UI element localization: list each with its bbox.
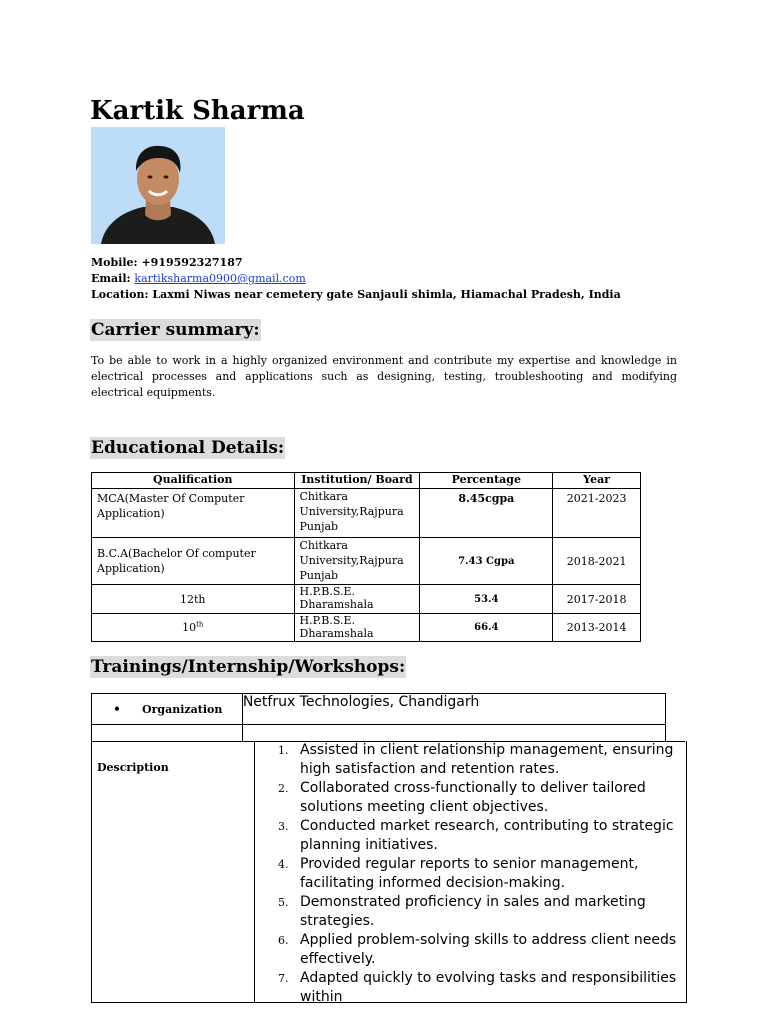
table-row: [92, 585, 641, 614]
profile-photo: [91, 127, 225, 244]
year-cell: 2017-2018: [553, 585, 641, 614]
education-table: [91, 472, 641, 642]
description-label: Description: [97, 761, 169, 774]
institution-cell: H.P.B.S.E. Dharamshala: [294, 614, 420, 642]
empty-cell: [92, 725, 243, 742]
item-text: Conducted market research, contributing to strategic planning initiatives.: [300, 818, 674, 853]
institution-cell: Chitkara University,Rajpura Punjab: [294, 489, 420, 538]
organization-label: Organization: [142, 703, 223, 716]
email-label: Email:: [91, 272, 135, 285]
item-number: 6.: [278, 934, 289, 947]
qualification-cell: [92, 614, 295, 642]
list-item: [276, 779, 680, 817]
qualification-cell: 12th: [92, 585, 295, 614]
location-value: Laxmi Niwas near cemetery gate Sanjauli shimla, Hiamachal Pradesh, India: [152, 288, 621, 301]
column-header: Qualification: [92, 473, 295, 489]
organization-row: [92, 694, 666, 725]
column-header: Year: [553, 473, 641, 489]
list-item: [276, 931, 680, 969]
item-number: 4.: [278, 858, 289, 871]
bullet-icon: •: [113, 702, 121, 716]
education-heading: Educational Details:: [91, 438, 285, 458]
column-header: Percentage: [420, 473, 553, 489]
organization-spacer-row: [92, 725, 666, 742]
mobile-line: [91, 255, 243, 270]
year-cell: 2013-2014: [553, 614, 641, 642]
item-number: 5.: [278, 896, 289, 909]
item-number: 2.: [278, 782, 289, 795]
summary-text: To be able to work in a highly organized environment and contribute my expertise and knowledge in electrical processes and applications such as designing, testing, troubleshooting and modifying electrical equipments.: [91, 354, 677, 399]
list-item: [276, 893, 680, 931]
item-text: Adapted quickly to evolving tasks and responsibilities within: [300, 970, 677, 1005]
year-cell: 2018-2021: [553, 538, 641, 585]
percentage-cell: 66.4: [420, 614, 553, 642]
item-number: 7.: [278, 972, 289, 985]
percentage-cell: 53.4: [420, 585, 553, 614]
education-header-row: [92, 473, 641, 489]
mobile-label: Mobile:: [91, 256, 142, 269]
description-list: [276, 741, 680, 1007]
organization-value: Netfrux Technologies, Chandigarh: [242, 694, 665, 725]
person-photo-icon: [91, 127, 225, 244]
item-text: Applied problem-solving skills to address client needs effectively.: [300, 932, 677, 967]
table-row: [92, 489, 641, 538]
trainings-heading: Trainings/Internship/Workshops:: [91, 657, 406, 677]
qualification-cell: B.C.A(Bachelor Of computer Application): [92, 538, 295, 585]
organization-table: [91, 693, 666, 742]
list-item: [276, 817, 680, 855]
item-text: Assisted in client relationship management, ensuring high satisfaction and retention rates.: [300, 742, 674, 777]
percentage-cell: 8.45cgpa: [420, 489, 553, 538]
qualification-superscript: th: [196, 620, 204, 629]
email-line: [91, 271, 306, 286]
item-text: Collaborated cross-functionally to deliver tailored solutions meeting client objectives.: [300, 780, 646, 815]
email-link[interactable]: kartiksharma0900@gmail.com: [134, 272, 306, 285]
percentage-cell: 7.43 Cgpa: [420, 538, 553, 585]
list-item: [276, 855, 680, 893]
candidate-name: Kartik Sharma: [90, 96, 305, 126]
column-header: Institution/ Board: [294, 473, 420, 489]
institution-cell: Chitkara University,Rajpura Punjab: [294, 538, 420, 585]
empty-cell: [242, 725, 665, 742]
institution-cell: H.P.B.S.E. Dharamshala: [294, 585, 420, 614]
item-number: 3.: [278, 820, 289, 833]
location-label: Location:: [91, 288, 153, 301]
mobile-number: +919592327187: [141, 256, 243, 269]
item-text: Demonstrated proficiency in sales and marketing strategies.: [300, 894, 646, 929]
item-number: 1.: [278, 744, 289, 757]
qualification-cell: MCA(Master Of Computer Application): [92, 489, 295, 538]
location-line: [91, 287, 621, 302]
organization-label-cell: [92, 694, 243, 725]
list-item: [276, 969, 680, 1007]
table-row: [92, 538, 641, 585]
item-text: Provided regular reports to senior management, facilitating informed decision-making.: [300, 856, 639, 891]
list-item: [276, 741, 680, 779]
year-cell: 2021-2023: [553, 489, 641, 538]
description-divider: [254, 741, 255, 1003]
table-row: [92, 614, 641, 642]
summary-heading: Carrier summary:: [91, 320, 260, 340]
qualification-number: 10: [182, 621, 197, 634]
